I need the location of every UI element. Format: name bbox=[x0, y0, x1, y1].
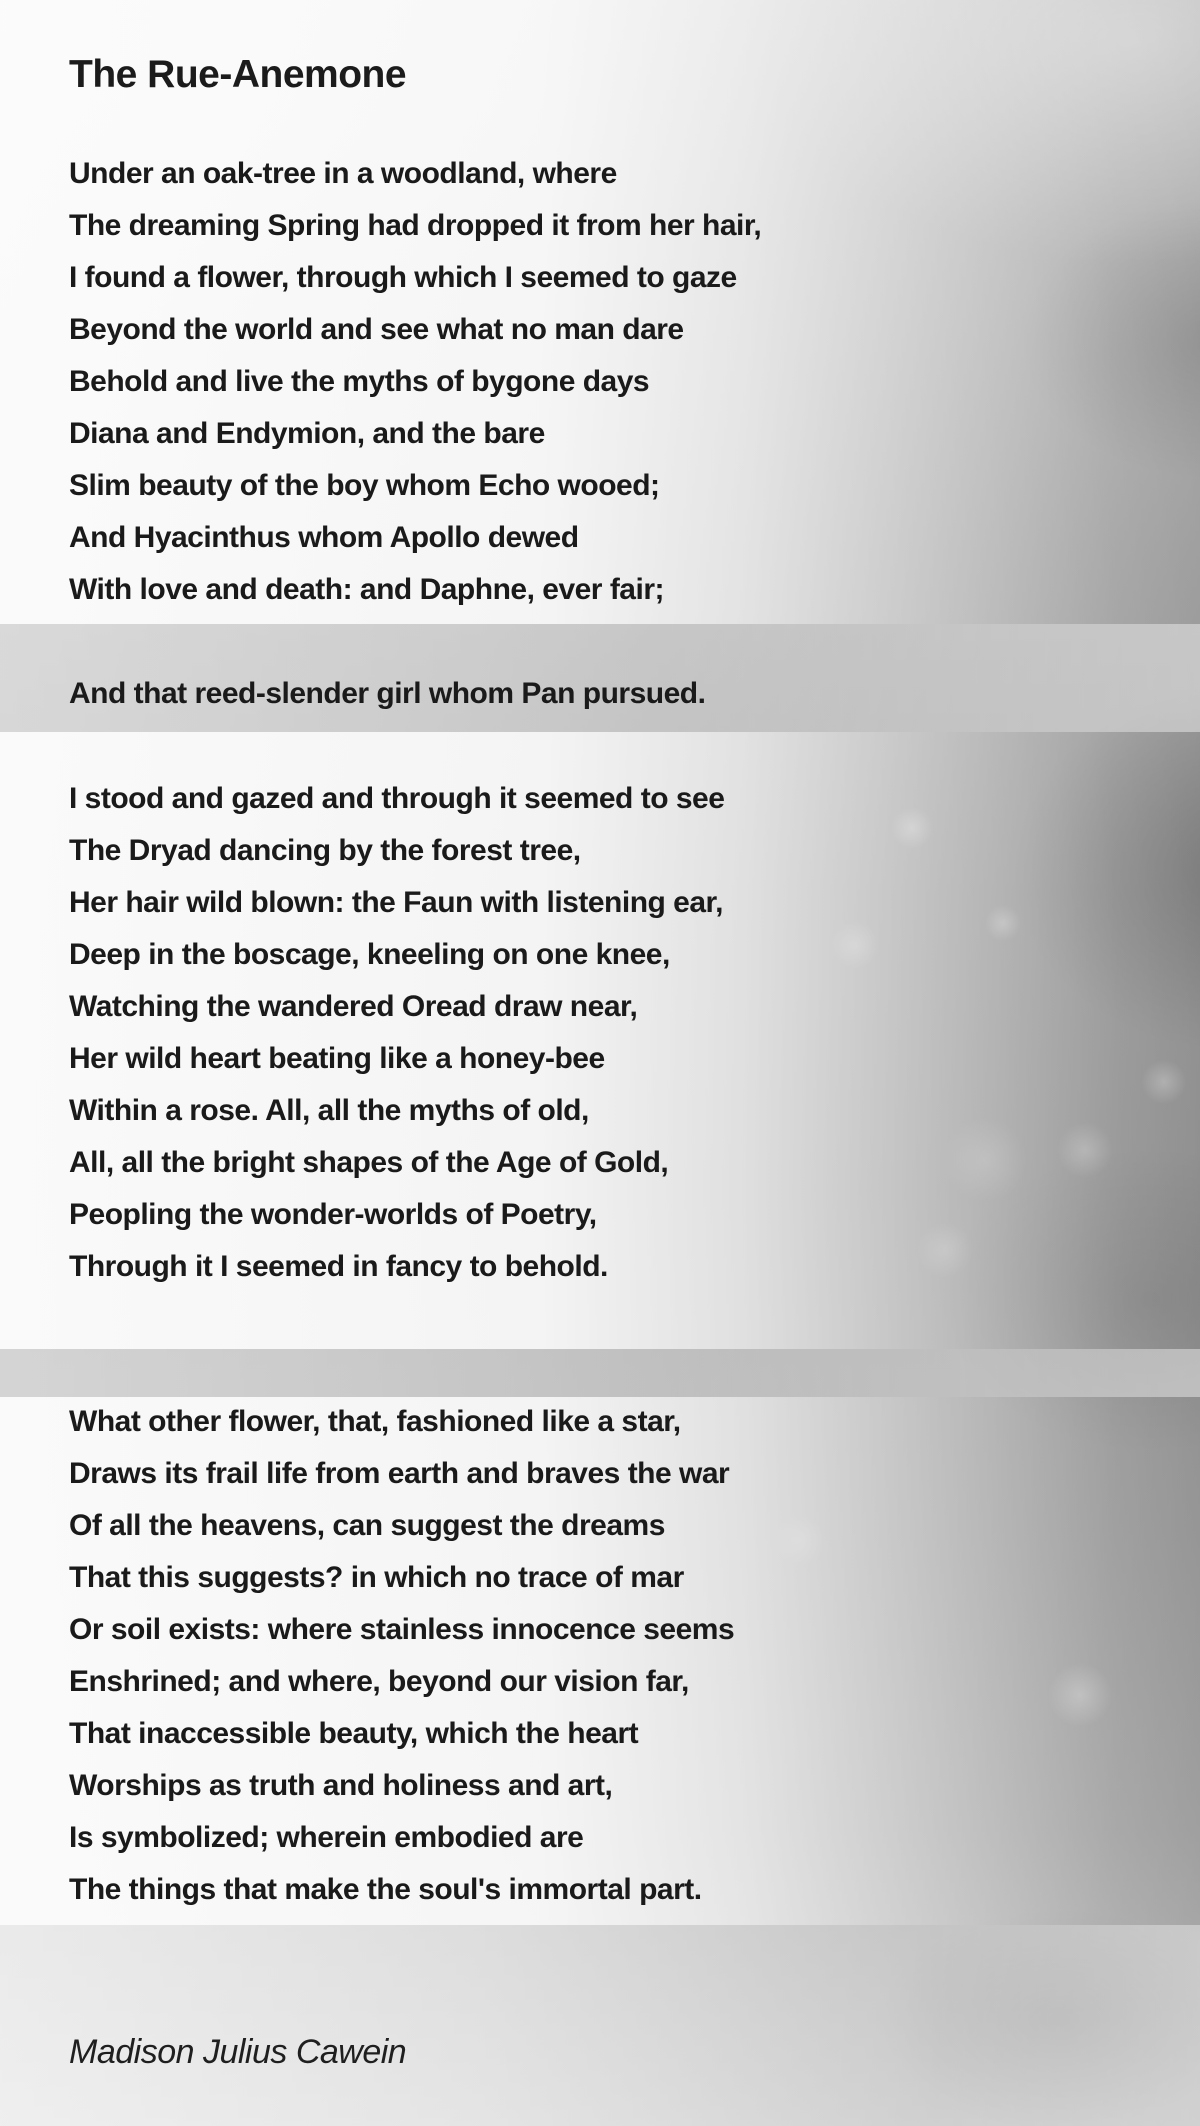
stanza-4 bbox=[69, 1396, 1160, 1916]
poem-line: Is symbolized; wherein embodied are bbox=[69, 1821, 584, 1854]
poem-line: Behold and live the myths of bygone days bbox=[69, 365, 650, 398]
poem-line: I found a flower, through which I seemed to gaze bbox=[69, 261, 737, 294]
poem-line: Within a rose. All, all the myths of old, bbox=[69, 1094, 589, 1127]
poem-line: Draws its frail life from earth and braves the war bbox=[69, 1457, 730, 1490]
poem-line: Her wild heart beating like a honey-bee bbox=[69, 1042, 605, 1075]
poem-line: Through it I seemed in fancy to behold. bbox=[69, 1250, 608, 1283]
poem-line: Her hair wild blown: the Faun with listening ear, bbox=[69, 886, 723, 919]
poem-line: Beyond the world and see what no man dare bbox=[69, 313, 684, 346]
poem-line: Of all the heavens, can suggest the dreams bbox=[69, 1509, 665, 1542]
poem-line: Enshrined; and where, beyond our vision far, bbox=[69, 1665, 689, 1698]
stanza-4-section bbox=[0, 1397, 1200, 1925]
poem-title: The Rue-Anemone bbox=[69, 53, 407, 96]
poem-line: Deep in the boscage, kneeling on one knee, bbox=[69, 938, 670, 971]
poem-line: And that reed-slender girl whom Pan pursued. bbox=[69, 677, 706, 710]
poem-line: The things that make the soul's immortal part. bbox=[69, 1873, 702, 1906]
poem-line: Slim beauty of the boy whom Echo wooed; bbox=[69, 469, 660, 502]
stanza-1 bbox=[69, 148, 1160, 616]
poem-line: That inaccessible beauty, which the heart bbox=[69, 1717, 639, 1750]
poem-line: And Hyacinthus whom Apollo dewed bbox=[69, 521, 579, 554]
poem-line: With love and death: and Daphne, ever fair; bbox=[69, 573, 664, 606]
poem-line: The dreaming Spring had dropped it from her hair, bbox=[69, 209, 762, 242]
footer-section bbox=[0, 1925, 1200, 2126]
stanza-3-section bbox=[0, 732, 1200, 1349]
poem-line: I stood and gazed and through it seemed to see bbox=[69, 782, 725, 815]
poem-author: Madison Julius Cawein bbox=[69, 2033, 407, 2071]
poem-line: Worships as truth and holiness and art, bbox=[69, 1769, 613, 1802]
poem-line: Watching the wandered Oread draw near, bbox=[69, 990, 638, 1023]
title-stanza-1-section bbox=[0, 0, 1200, 624]
poem-line: Diana and Endymion, and the bare bbox=[69, 417, 545, 450]
poem-line: What other flower, that, fashioned like a star, bbox=[69, 1405, 681, 1438]
gap-band bbox=[0, 1349, 1200, 1397]
poem-line: Under an oak-tree in a woodland, where bbox=[69, 157, 617, 190]
stanza-2-section bbox=[0, 624, 1200, 732]
stanza-3 bbox=[69, 773, 1160, 1293]
poem-line: Or soil exists: where stainless innocence seems bbox=[69, 1613, 735, 1646]
poem-line: The Dryad dancing by the forest tree, bbox=[69, 834, 581, 867]
poem-line: All, all the bright shapes of the Age of Gold, bbox=[69, 1146, 669, 1179]
poem-line: That this suggests? in which no trace of mar bbox=[69, 1561, 684, 1594]
poem-line: Peopling the wonder-worlds of Poetry, bbox=[69, 1198, 597, 1231]
